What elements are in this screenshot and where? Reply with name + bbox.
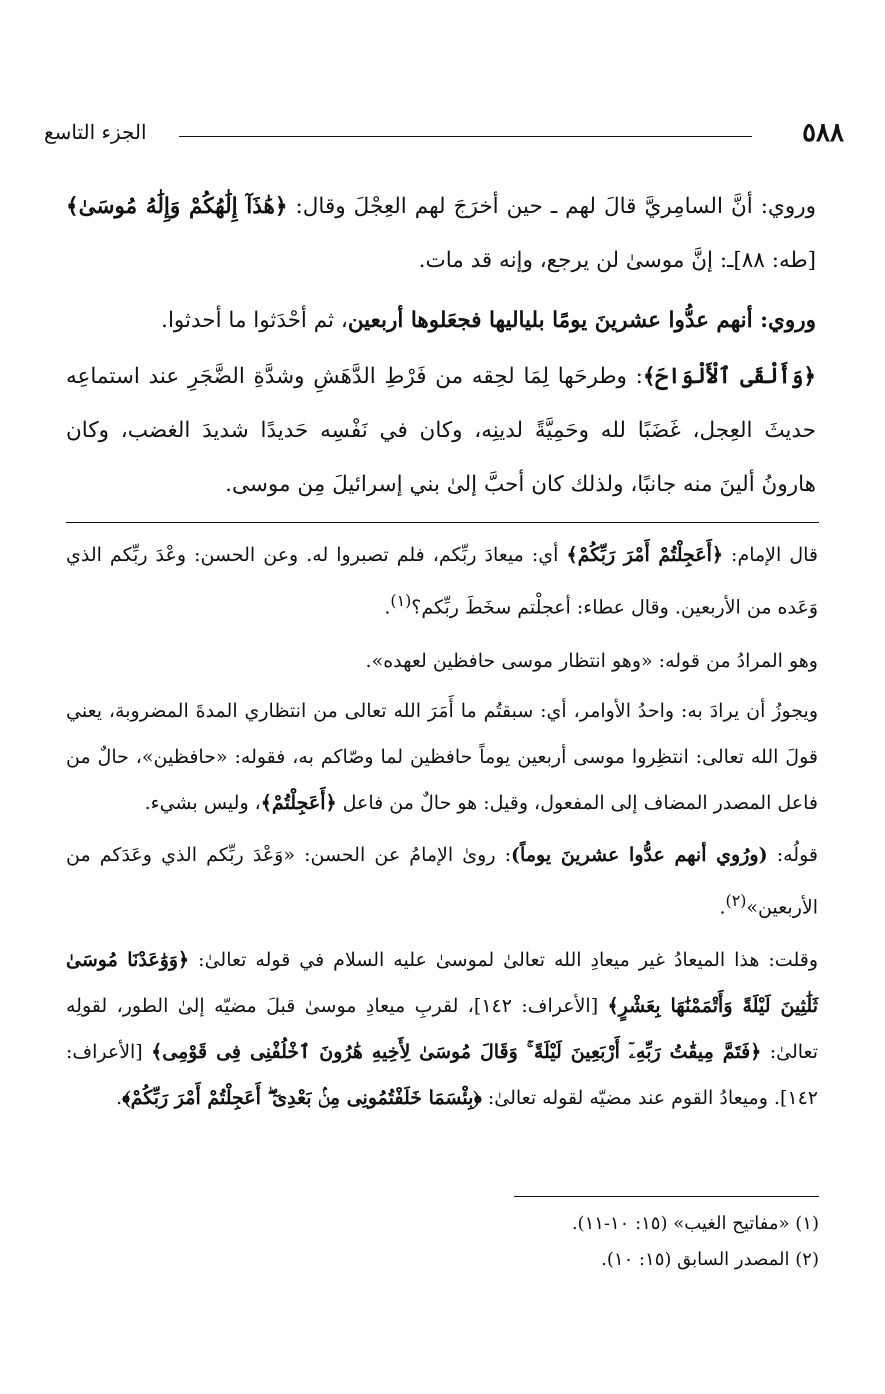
- matn-separator-rule: [66, 522, 819, 523]
- commentary-text: ، وليس بشيء.: [144, 792, 261, 814]
- commentary-text: [الأعراف: ١٤٢]، لقربِ ميعادِ موسىٰ قبلَ مضيّه إلىٰ الطور، لقولِه تعالىٰ:: [66, 995, 818, 1063]
- matn-text: ، ثم أحْدَثوا ما أحدثوا.: [161, 308, 348, 333]
- matn-paragraph-1: [66, 180, 816, 288]
- footnotes: [219, 1206, 819, 1278]
- commentary-text: [الأعراف: ١٤٢]. وميعادُ القوم عند مضيّه لقوله تعالىٰ:: [66, 1041, 818, 1109]
- matn-text: وروي: أنَّ السامِريَّ قالَ لهم ـ حين أخرَجَ لهم العِجْلَ وقال:: [287, 194, 816, 219]
- commentary-text: أي: ميعادَ ربِّكم، فلم تصبروا له. وعن الحسن: وعْدَ ربِّكم الذي وَعَده من الأربعين. وقال عطاء: أعجلْتم سخَطَ ربِّكم؟: [66, 544, 818, 619]
- quran-verse: ﴿فَتَمَّ مِيقَٰتُ رَبِّهِۦٓ أَرْبَعِينَ لَيْلَةً ۚ وَقَالَ مُوسَىٰ لِأَخِيهِ هَٰرُونَ ٱخْلُفْنِى فِى قَوْمِى﴾: [151, 1041, 762, 1063]
- quran-verse: ﴿أَعَجِلْتُمْ أَمْرَ رَبِّكُمْ﴾: [566, 544, 724, 566]
- quran-verse: ﴿هَٰذَآ إِلَٰهُكُمْ وَإِلَٰهُ مُوسَىٰ﴾: [66, 194, 288, 219]
- commentary-paragraph-4: [66, 832, 818, 930]
- quran-verse: ﴿أَعَجِلْتُمْ﴾: [260, 792, 337, 814]
- commentary-paragraph-2: وهو المرادُ من قوله: «وهو انتظار موسى حافظين لعهده».: [365, 650, 818, 672]
- commentary-text: .: [384, 596, 391, 619]
- commentary-paragraph-1: [66, 532, 818, 630]
- commentary-bold-text: (ورُوي أنهم عدُّوا عشرينَ يوماً): [511, 844, 768, 866]
- commentary-paragraph-5: [66, 937, 818, 1121]
- commentary-text: .: [719, 896, 726, 919]
- commentary-text: ويجوزُ أن يرادَ به: واحدُ الأوامر، أي: سبقتُم ما أَمَرَ الله تعالى من انتظاري المدةَ المضروبة، يعني قولَ الله تعالى: انتظِروا موسى أربعين يوماً حافظين لما وصّاكم به، فقوله: «حافظين»، حالٌ من فاعل المصدر المضاف إلى المفعول، وقيل: هو حالٌ من فاعل: [66, 700, 818, 814]
- commentary-text: قال الإمام:: [723, 544, 818, 566]
- commentary-text: قولُه:: [767, 844, 818, 866]
- matn-paragraph-2: [66, 294, 816, 348]
- quran-verse: ﴿وَوَٰعَدْنَا مُوسَىٰ ثَلَٰثِينَ لَيْلَةً وَأَتْمَمْنَٰهَا بِعَشْرٍ﴾: [66, 949, 818, 1017]
- commentary-text: : روىٰ الإمامُ عن الحسن: «وَعْدَ ربِّكم الذي وعَدَكم من الأربعين»: [66, 844, 818, 919]
- page-header: [44, 118, 844, 158]
- header-rule: [179, 136, 752, 137]
- footnote-separator-rule: [514, 1196, 819, 1197]
- matn-text: [طه: ٨٨]ـ: إنَّ موسىٰ لن يرجع، وإنه قد مات.: [418, 248, 816, 273]
- footnote-reference: (١): [390, 591, 412, 610]
- footnote-1: (١) «مفاتيح الغيب» (١٥: ١٠-١١).: [571, 1213, 819, 1234]
- footnote-2: (٢) المصدر السابق (١٥: ١٠).: [601, 1249, 819, 1270]
- commentary-text: .: [116, 1087, 123, 1109]
- matn-text: : وطرحَها لِمَا لحِقه من فَرْطِ الدَّهَشِ وشدَّةِ الضَّجَرِ عند استماعِه حديثَ العِجل، غَضَبًا لله وحَمِيَّةً لدينِه، وكان في نَفْسِه حَديدًا شديدَ الغضب، وكان هارونُ ألينَ منه جانبًا، ولذلك كان أحبَّ إلىٰ بني إسرائيلَ مِن موسى.: [66, 364, 816, 497]
- commentary-text: وقلت: هذا الميعادُ غير ميعادِ الله تعالىٰ لموسىٰ عليه السلام في قوله تعالىٰ:: [189, 949, 819, 971]
- footnote-reference: (٢): [725, 891, 747, 910]
- running-title: الجزء التاسع: [44, 120, 147, 144]
- commentary-paragraph-3: [66, 688, 818, 826]
- matn-bold-text: وروي: أنهم عدُّوا عشرينَ يومًا بلياليها فجعَلوها أربعين: [347, 308, 816, 333]
- quran-verse: ﴿بِئْسَمَا خَلَفْتُمُونِى مِنۢ بَعْدِىٓ ۖ أَعَجِلْتُمْ أَمْرَ رَبِّكُمْ﴾: [122, 1087, 482, 1109]
- page-number: ٥٨٨: [802, 118, 844, 148]
- quran-verse: ﴿وَأَلْقَى ٱلْأَلْوَاحَ﴾: [642, 364, 816, 389]
- matn-paragraph-3: [66, 350, 816, 512]
